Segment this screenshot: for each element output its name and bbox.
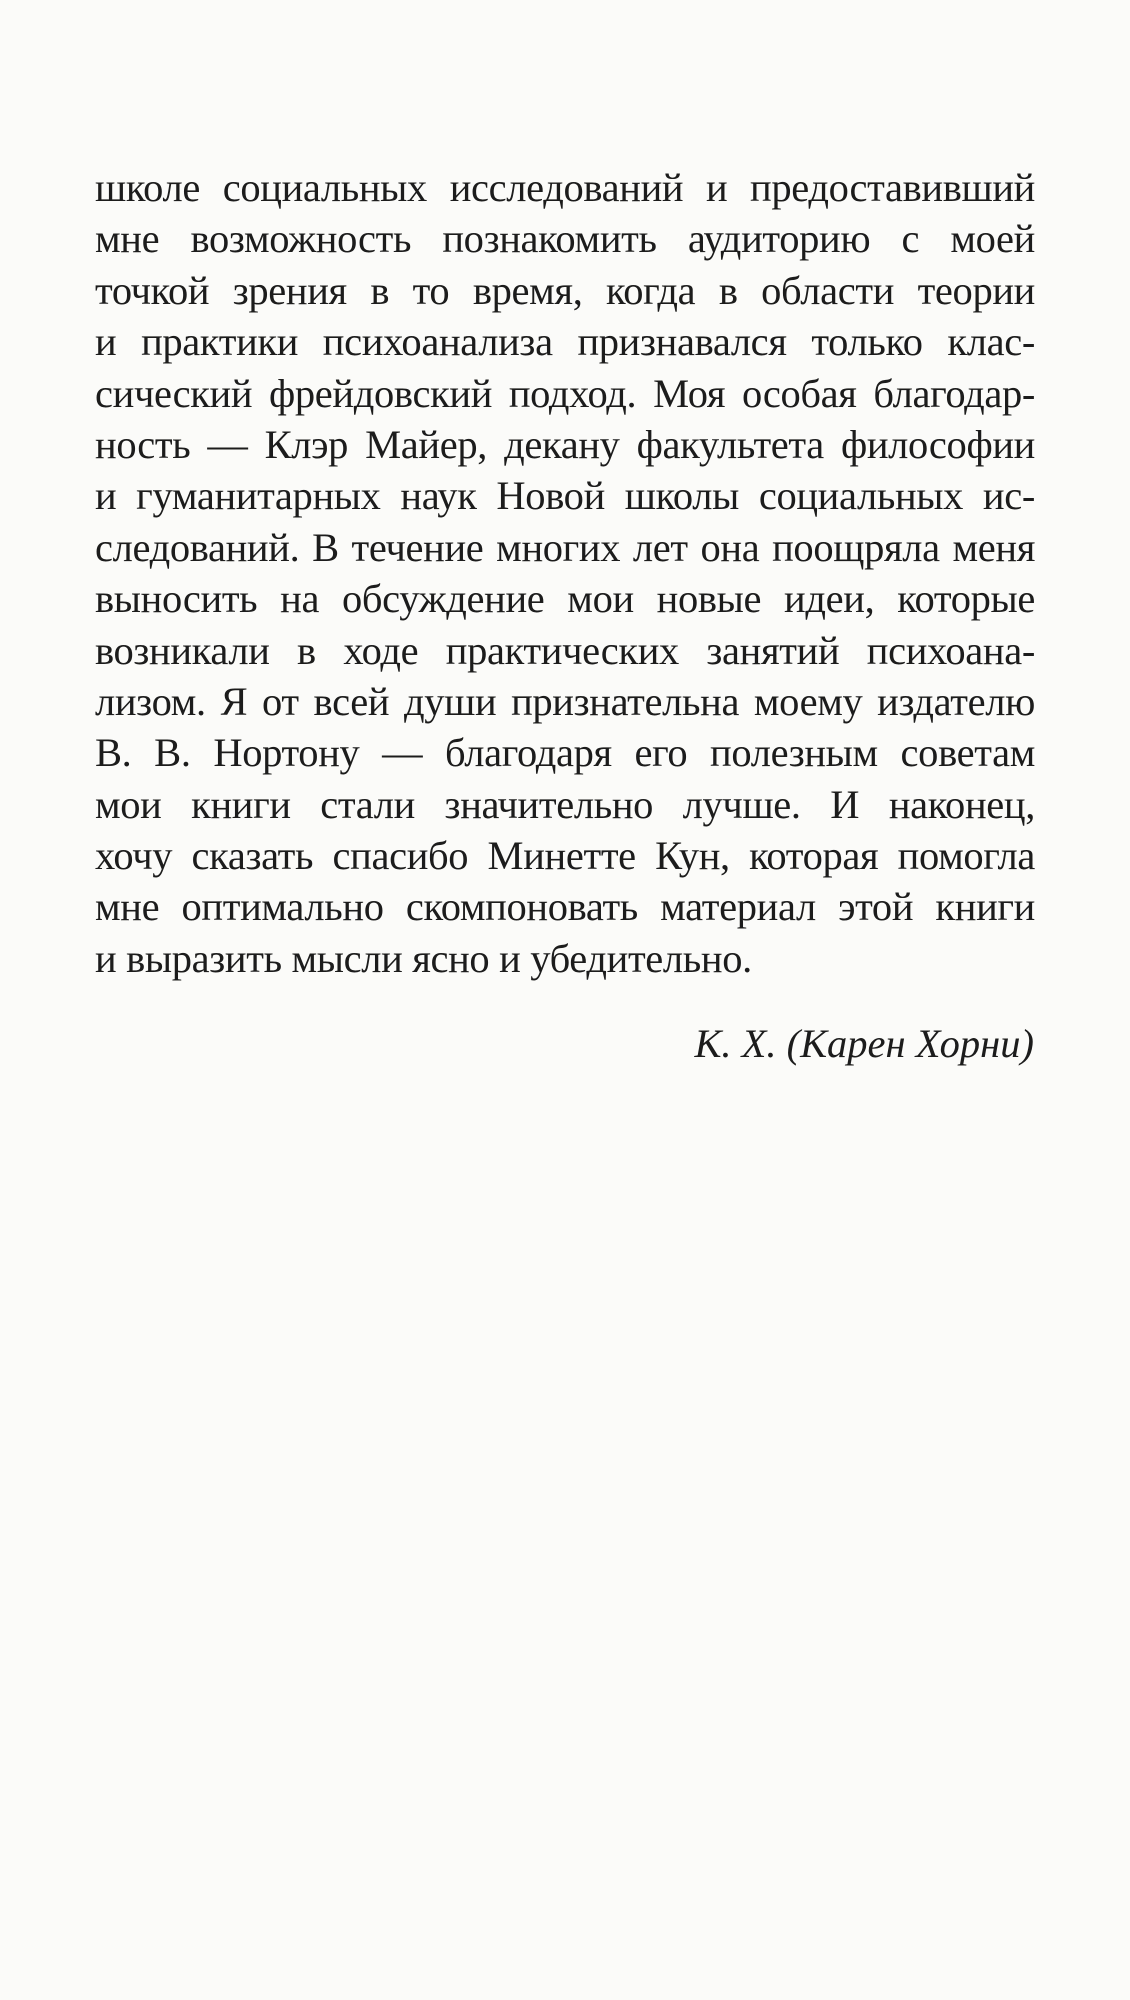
text-line: хочу сказать спасибо Минетте Кун, которая помогла — [95, 833, 1035, 879]
text-line: ность — Клэр Майер, декану факультета философии — [95, 421, 1035, 467]
text-line: мои книги стали значительно лучше. И наконец, — [95, 781, 1035, 827]
text-line: лизом. Я от всей души признательна моему издателю — [95, 678, 1035, 724]
text-line: и практики психоанализа признавался только клас- — [95, 319, 1035, 365]
author-signature: К. Х. (Карен Хорни) — [694, 1021, 1034, 1066]
text-line: возникали в ходе практических занятий психоана- — [95, 627, 1035, 673]
acknowledgements-paragraph — [95, 162, 1035, 984]
text-line: и гуманитарных наук Новой школы социальных ис- — [95, 473, 1035, 519]
text-line: мне возможность познакомить аудиторию с моей — [95, 216, 1035, 262]
text-line: сический фрейдовский подход. Моя особая благодар- — [95, 370, 1035, 416]
text-line: следований. В течение многих лет она поощряла меня — [95, 524, 1035, 570]
text-line: школе социальных исследований и предоставивший — [95, 165, 1035, 210]
text-line: выносить на обсуждение мои новые идеи, которые — [95, 576, 1035, 622]
text-line: В. В. Нортону — благодаря его полезным советам — [95, 730, 1035, 776]
text-line: и выразить мысли ясно и убедительно. — [95, 935, 752, 981]
text-line: мне оптимально скомпоновать материал этой книги — [95, 884, 1035, 930]
text-line: точкой зрения в то время, когда в области теории — [95, 267, 1035, 313]
